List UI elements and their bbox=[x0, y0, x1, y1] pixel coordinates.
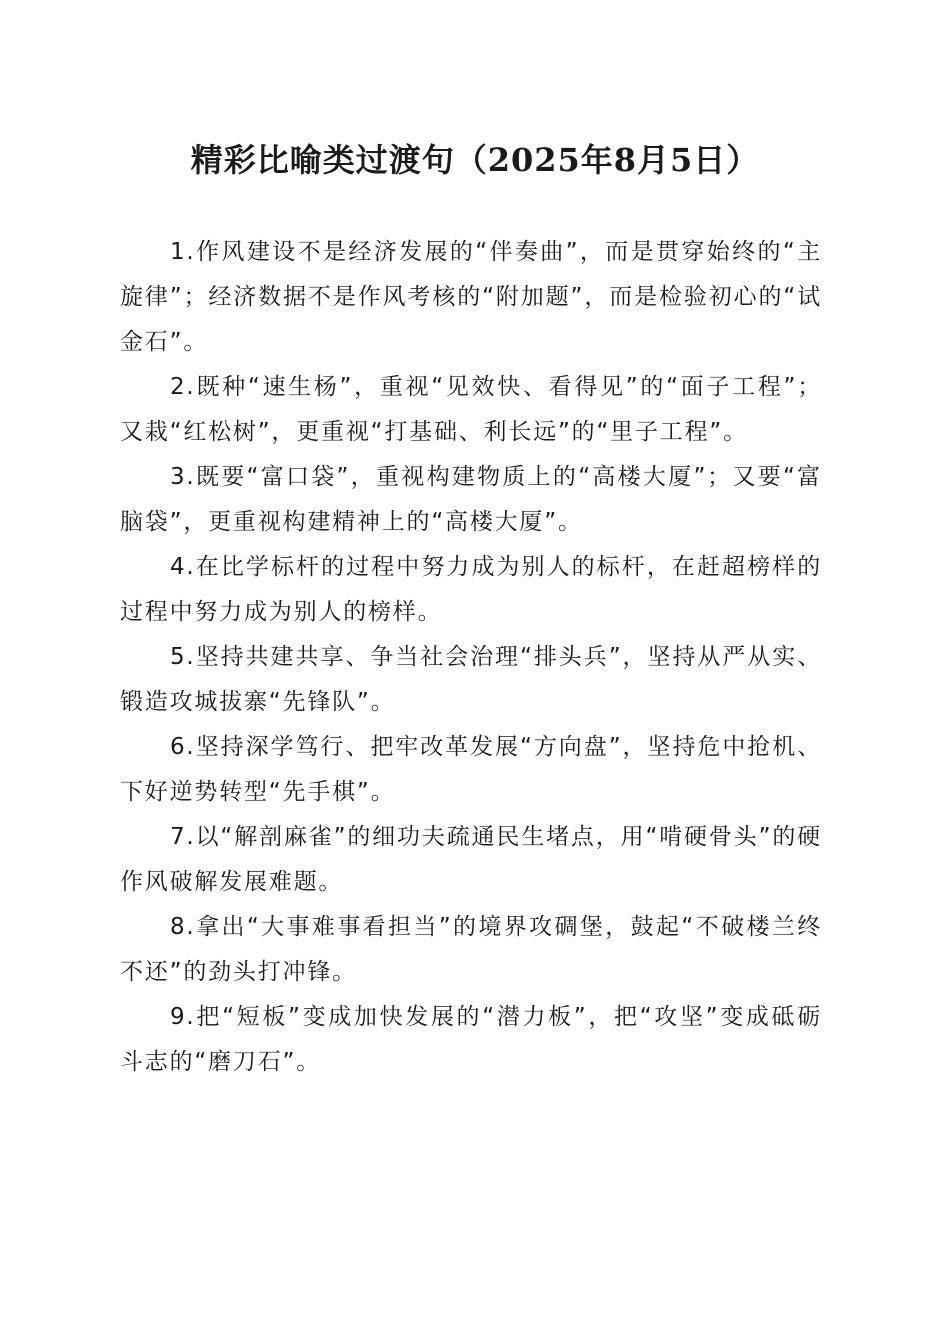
paragraph-6: 6.坚持深学笃行、把牢改革发展“方向盘”，坚持危中抢机、下好逆势转型“先手棋”。 bbox=[120, 734, 822, 805]
paragraph-5: 5.坚持共建共享、争当社会治理“排头兵”，坚持从严从实、锻造攻城拔寨“先锋队”。 bbox=[120, 644, 822, 715]
paragraph-4: 4.在比学标杆的过程中努力成为别人的标杆，在赶超榜样的过程中努力成为别人的榜样。 bbox=[120, 554, 822, 625]
document-body bbox=[120, 230, 822, 1085]
paragraph-2: 2.既种“速生杨”，重视“见效快、看得见”的“面子工程”；又栽“红松树”，更重视“打基础、利长远”的“里子工程”。 bbox=[120, 374, 822, 445]
paragraph-1: 1.作风建设不是经济发展的“伴奏曲”，而是贯穿始终的“主旋律”；经济数据不是作风考核的“附加题”，而是检验初心的“试金石”。 bbox=[120, 239, 822, 355]
paragraph-9: 9.把“短板”变成加快发展的“潜力板”，把“攻坚”变成砥砺斗志的“磨刀石”。 bbox=[120, 1004, 822, 1075]
paragraph-3: 3.既要“富口袋”，重视构建物质上的“高楼大厦”；又要“富脑袋”，更重视构建精神上的“高楼大厦”。 bbox=[120, 464, 822, 535]
paragraph-7: 7.以“解剖麻雀”的细功夫疏通民生堵点，用“啃硬骨头”的硬作风破解发展难题。 bbox=[120, 824, 822, 895]
document-title: 精彩比喻类过渡句（2025年8月5日） bbox=[190, 141, 760, 179]
paragraph-8: 8.拿出“大事难事看担当”的境界攻碉堡，鼓起“不破楼兰终不还”的劲头打冲锋。 bbox=[120, 914, 822, 985]
